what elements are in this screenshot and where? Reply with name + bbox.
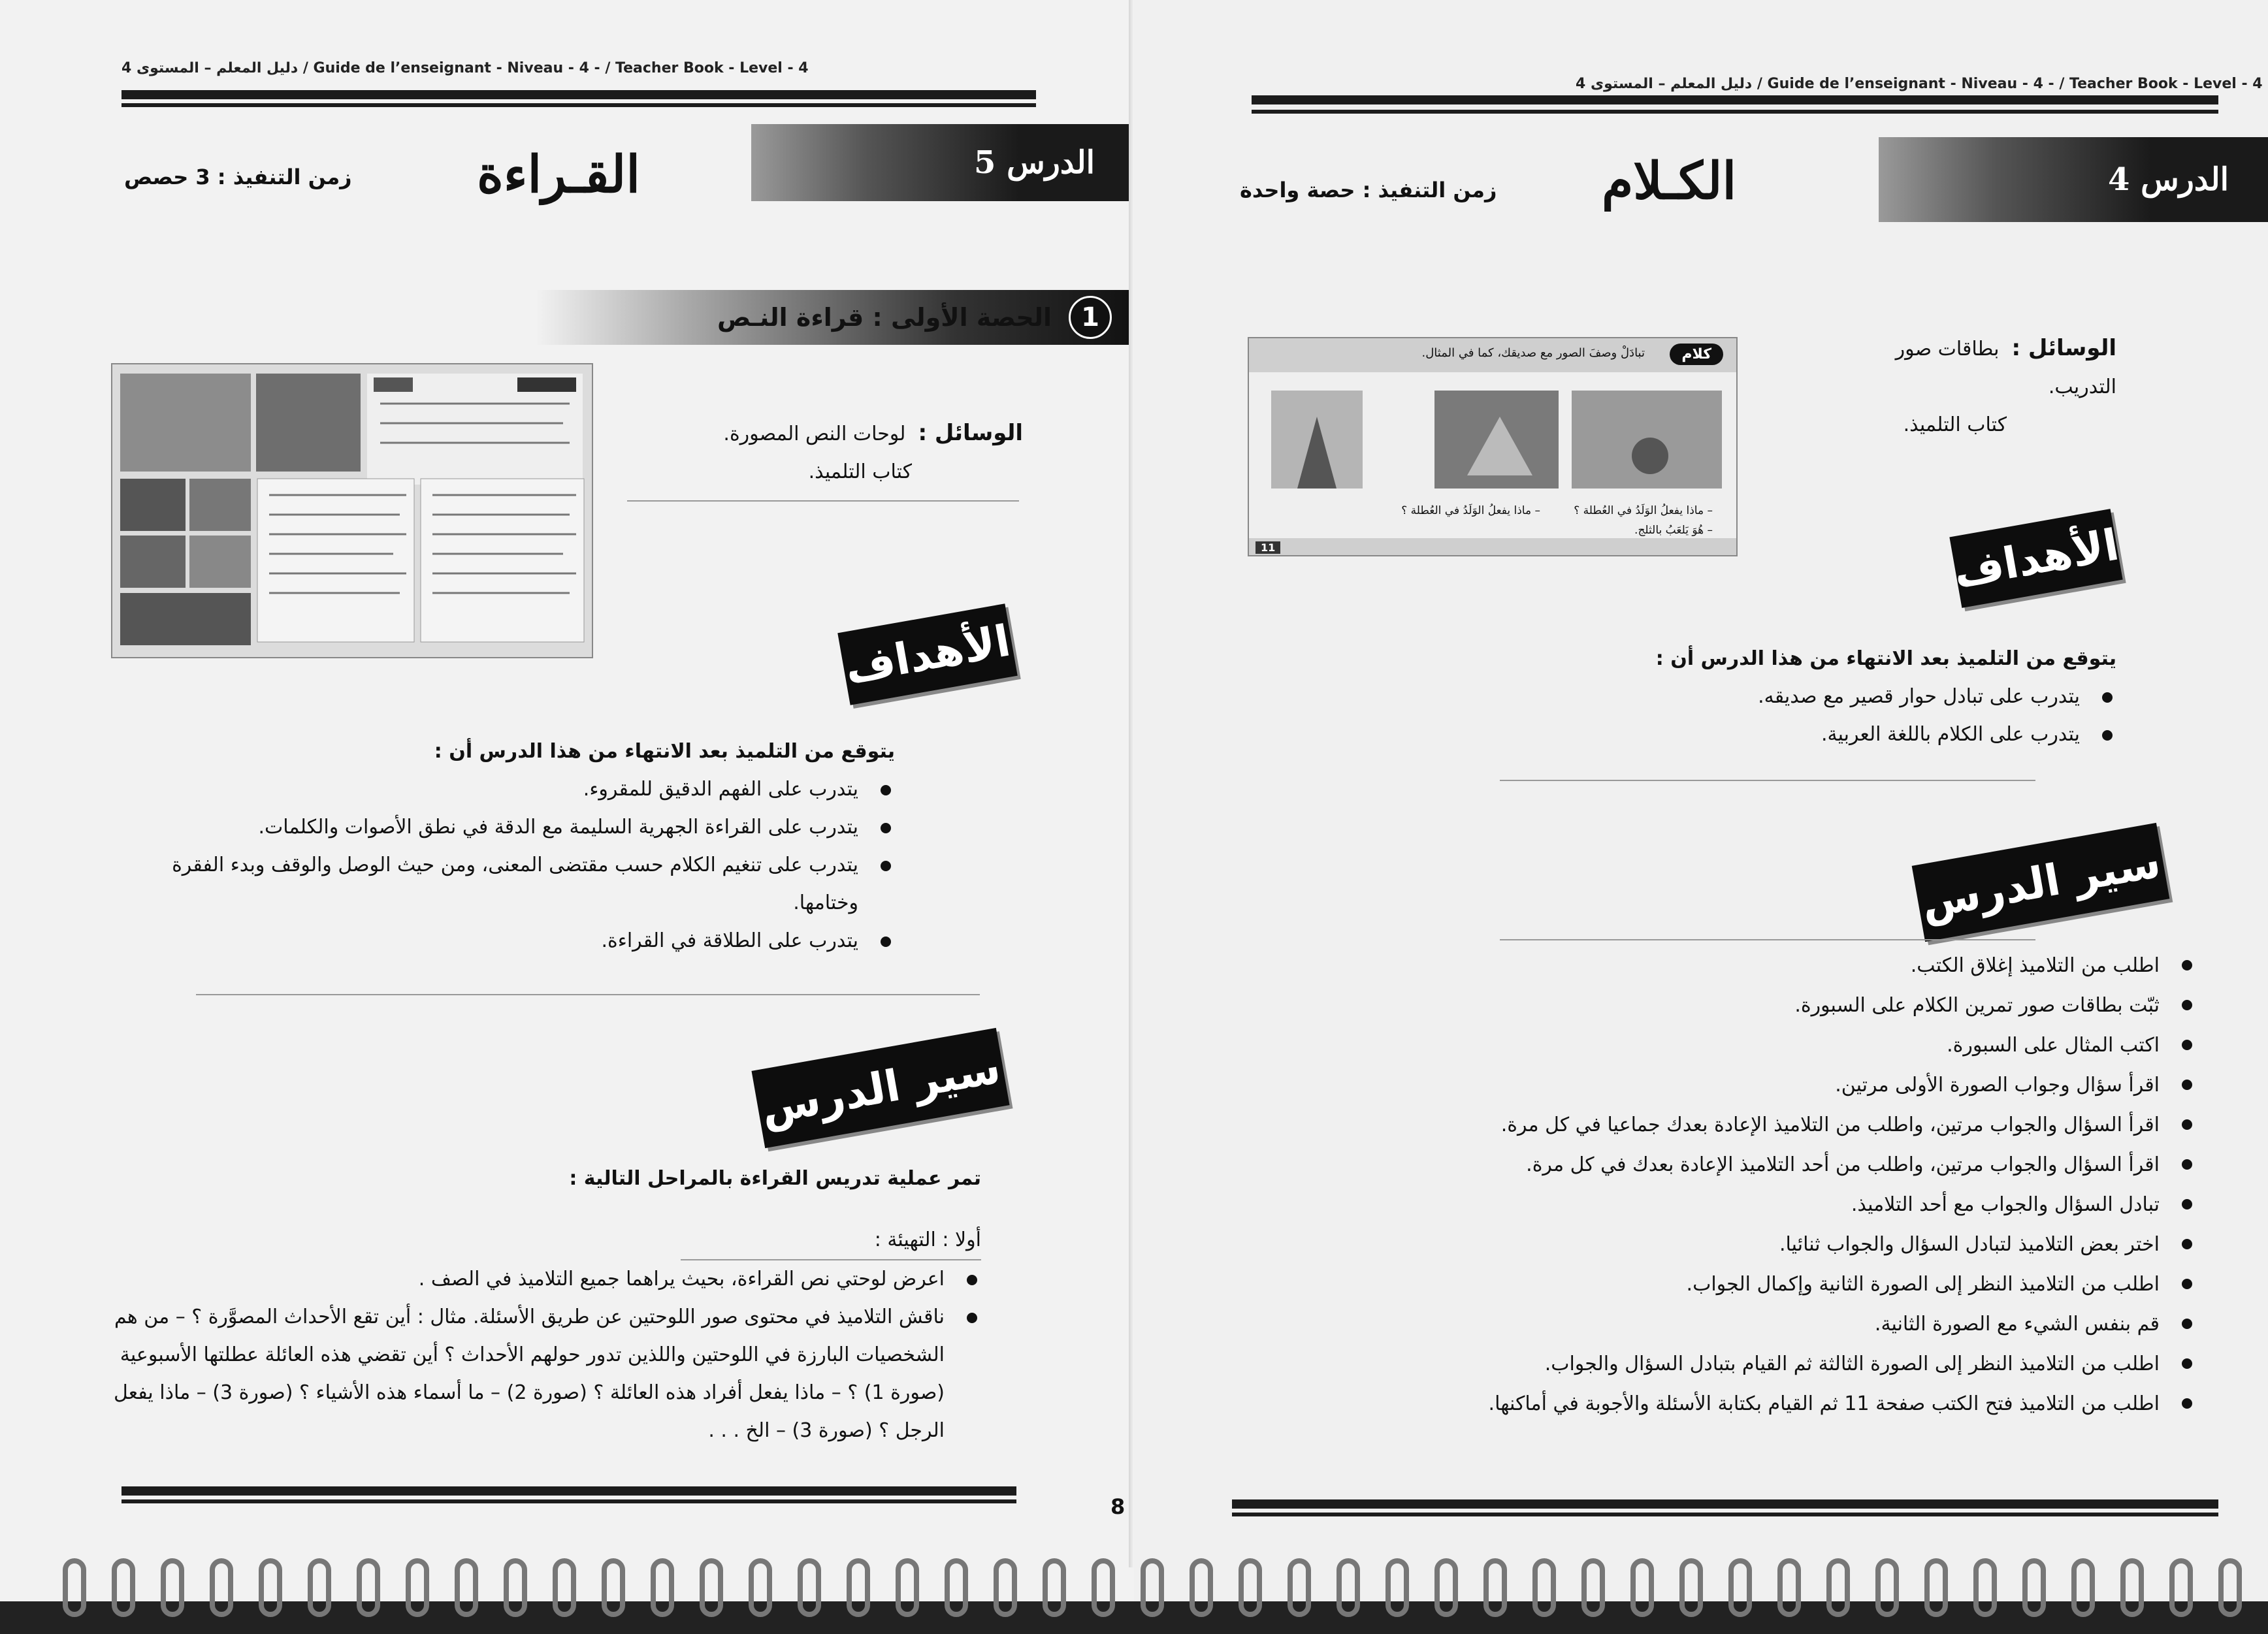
lesson-tab xyxy=(751,124,1134,201)
binding-ring xyxy=(1336,1558,1360,1617)
header-rule-thin xyxy=(1252,110,2218,114)
binding-ring xyxy=(994,1558,1017,1617)
binding-ring xyxy=(602,1558,625,1617)
header-rule xyxy=(1252,95,2218,104)
binding-ring xyxy=(1630,1558,1654,1617)
binding-ring xyxy=(1385,1558,1409,1617)
goal-item: يتدرب على تبادل حوار قصير مع صديقه. xyxy=(1529,678,2116,716)
goals-badge: الأهداف xyxy=(837,603,1017,705)
binding-ring xyxy=(1728,1558,1752,1617)
goals-lead: يتوقع من التلميذ بعد الانتهاء من هذا الدرس أن : xyxy=(1655,647,2116,670)
binding-ring xyxy=(2218,1558,2242,1617)
footer-rule-thin xyxy=(1232,1513,2218,1516)
binding-ring xyxy=(455,1558,478,1617)
header-rule xyxy=(122,90,1036,99)
goal-item: يتدرب على تنغيم الكلام حسب مقتضى المعنى، ومن حيث الوصل والوقف وبدء الفقرة وختامها. xyxy=(111,846,895,922)
exercise-page: 11 xyxy=(1256,541,1280,554)
divider xyxy=(627,500,1019,502)
binding-ring xyxy=(945,1558,968,1617)
binding-ring xyxy=(1190,1558,1213,1617)
session-bar xyxy=(536,290,1134,345)
exercise-tag: كلام xyxy=(1670,344,1723,365)
exercise-question-1: – ماذا يفعلُ الوَلَدُ في العُطلة ؟ xyxy=(1574,504,1713,517)
binding-ring xyxy=(1581,1558,1605,1617)
means-label: الوسائل : xyxy=(918,420,1023,446)
means-label: الوسائل : xyxy=(2011,335,2116,361)
goal-item: يتدرب على الطلاقة في القراءة. xyxy=(111,922,895,960)
goal-item: يتدرب على الكلام باللغة العربية. xyxy=(1529,716,2116,754)
step-item: اعرض لوحتي نص القراءة، بحيث يراهما جميع التلاميذ في الصف . xyxy=(99,1260,981,1298)
session-number: 1 xyxy=(1069,296,1112,339)
lesson-tab xyxy=(1879,137,2268,222)
binding-ring xyxy=(2022,1558,2046,1617)
exercise-answer-1: – هُوَ يَلعَبُ بالثلج. xyxy=(1634,524,1713,537)
binding-ring xyxy=(357,1558,380,1617)
lesson-number: الدرس 4 xyxy=(2107,161,2229,198)
means-item: كتاب التلميذ. xyxy=(1903,413,2007,436)
lesson-number: الدرس 5 xyxy=(973,144,1095,181)
reading-page-thumbnail xyxy=(111,363,593,658)
binding-ring xyxy=(2071,1558,2095,1617)
step-item: ثبّت بطاقات صور تمرين الكلام على السبورة. xyxy=(1282,985,2196,1025)
binding-ring xyxy=(504,1558,527,1617)
lesson-title: الكـلام xyxy=(1602,152,1737,211)
step-item: قم بنفس الشيء مع الصورة الثانية. xyxy=(1282,1304,2196,1344)
goal-item: يتدرب على القراءة الجهرية السليمة مع الدقة في نطق الأصوات والكلمات. xyxy=(111,809,895,846)
binding-ring xyxy=(1826,1558,1850,1617)
binding-ring xyxy=(749,1558,772,1617)
running-head: دليل المعلم – المستوى 4 / Guide de l’enseignant - Niveau - 4 - / Teacher Book - Level - 4 xyxy=(1576,76,2263,92)
binding-ring xyxy=(1288,1558,1311,1617)
binding-ring xyxy=(2120,1558,2144,1617)
header-rule-thin xyxy=(122,103,1036,107)
step-item: اختر بعض التلاميذ لتبادل السؤال والجواب ثنائيا. xyxy=(1282,1225,2196,1264)
goals-lead: يتوقع من التلميذ بعد الانتهاء من هذا الدرس أن : xyxy=(434,740,895,763)
divider xyxy=(196,994,980,995)
spiral-binding xyxy=(0,1558,2268,1634)
step-item: اطلب من التلاميذ فتح الكتب صفحة 11 ثم القيام بكتابة الأسئلة والأجوبة في أماكنها. xyxy=(1282,1384,2196,1424)
steps-badge: سير الدرس xyxy=(751,1028,1009,1148)
exercise-instruction: تبادَلْ وصفَ الصور مع صديقك، كما في المثال. xyxy=(1421,346,1645,360)
binding-ring xyxy=(1483,1558,1507,1617)
page-number: 8 xyxy=(1110,1494,1126,1519)
step-item: اقرأ سؤال وجواب الصورة الأولى مرتين. xyxy=(1282,1065,2196,1105)
binding-ring xyxy=(1924,1558,1948,1617)
steps-badge: سير الدرس xyxy=(1912,823,2170,942)
binding-ring xyxy=(259,1558,282,1617)
phase-title: أولا : التهيئة : xyxy=(874,1228,981,1251)
step-item: اقرأ السؤال والجواب مرتين، واطلب من التلاميذ الإعادة بعدك جماعيا في كل مرة. xyxy=(1282,1105,2196,1145)
binding-ring xyxy=(112,1558,135,1617)
binding-ring xyxy=(896,1558,919,1617)
binding-ring xyxy=(651,1558,674,1617)
binding-ring xyxy=(406,1558,429,1617)
exercise-question-2: – ماذا يفعلُ الوَلَدُ في العُطلة ؟ xyxy=(1401,504,1540,517)
goal-item: يتدرب على الفهم الدقيق للمقروء. xyxy=(111,771,895,809)
duration: زمن التنفيذ : 3 حصص xyxy=(124,165,352,189)
binding-ring xyxy=(1532,1558,1556,1617)
step-item: اقرأ السؤال والجواب مرتين، واطلب من أحد التلاميذ الإعادة بعدك في كل مرة. xyxy=(1282,1145,2196,1185)
binding-ring xyxy=(1777,1558,1801,1617)
binding-ring xyxy=(1434,1558,1458,1617)
reading-thumbnail-art xyxy=(112,364,592,657)
speaking-exercise-thumbnail xyxy=(1248,337,1738,556)
step-item: ناقش التلاميذ في محتوى صور اللوحتين عن طريق الأسئلة. مثال : أين تقع الأحداث المصوَّرة ؟ – من هم الشخصيات البارزة في اللوحتين واللذين تدور حولهم الأحداث ؟ أين تقضي هذه العائلة عطلتها الأسبوعية (صورة 1) ؟ – ماذا يفعل أفراد هذه العائلة ؟ (صورة 2) – ما أسماء هذه الأشياء ؟ (صورة 3) – ماذا يفعل الرجل ؟ (صورة 3) – الخ . . . xyxy=(99,1298,981,1450)
binding-ring xyxy=(700,1558,723,1617)
means-item: بطاقات صور التدريب. xyxy=(1895,338,2116,398)
binding-ring xyxy=(1875,1558,1899,1617)
binding-ring xyxy=(1141,1558,1164,1617)
right-page xyxy=(1134,0,2268,1634)
steps-section xyxy=(99,1160,981,1450)
binding-ring xyxy=(1092,1558,1115,1617)
binding-ring xyxy=(1973,1558,1997,1617)
footer-rule-thin xyxy=(122,1499,1016,1503)
step-item: تبادل السؤال والجواب مع أحد التلاميذ. xyxy=(1282,1185,2196,1225)
binding-ring xyxy=(161,1558,184,1617)
means-section xyxy=(1822,329,2116,444)
step-item: اطلب من التلاميذ إغلاق الكتب. xyxy=(1282,946,2196,985)
binding-ring xyxy=(798,1558,821,1617)
exercise-footer xyxy=(1249,538,1736,555)
step-item: اطلب من التلاميذ النظر إلى الصورة الثانية وإكمال الجواب. xyxy=(1282,1264,2196,1304)
steps-section xyxy=(1282,946,2196,1424)
binding-ring xyxy=(553,1558,576,1617)
duration: زمن التنفيذ : حصة واحدة xyxy=(1240,178,1497,202)
binding-ring xyxy=(63,1558,86,1617)
binding-ring xyxy=(308,1558,331,1617)
means-item: كتاب التلميذ. xyxy=(808,460,912,483)
lesson-title: القـراءة xyxy=(477,145,640,204)
step-item: اطلب من التلاميذ النظر إلى الصورة الثالثة ثم القيام بتبادل السؤال والجواب. xyxy=(1282,1344,2196,1384)
session-label: الحصة الأولى : قراءة النـص xyxy=(717,303,1052,332)
binding-ring xyxy=(210,1558,233,1617)
binding-ring xyxy=(847,1558,870,1617)
binding-ring xyxy=(1043,1558,1066,1617)
exercise-pictures xyxy=(1258,377,1730,502)
footer-rule xyxy=(1232,1499,2218,1509)
steps-lead: تمر عملية تدريس القراءة بالمراحل التالية : xyxy=(569,1167,981,1190)
binding-ring xyxy=(2169,1558,2193,1617)
means-item: لوحات النص المصورة. xyxy=(723,423,906,445)
binding-ring xyxy=(1679,1558,1703,1617)
running-head: دليل المعلم – المستوى 4 / Guide de l’enseignant - Niveau - 4 - / Teacher Book - Level - 4 xyxy=(122,60,809,76)
goals-section xyxy=(1529,640,2116,754)
binding-ring xyxy=(1239,1558,1262,1617)
goals-section xyxy=(111,733,895,960)
divider xyxy=(1500,939,2035,940)
divider xyxy=(1500,780,2035,781)
footer-rule xyxy=(122,1486,1016,1496)
step-item: اكتب المثال على السبورة. xyxy=(1282,1025,2196,1065)
means-section xyxy=(670,414,1023,491)
goals-badge: الأهداف xyxy=(1949,509,2122,608)
